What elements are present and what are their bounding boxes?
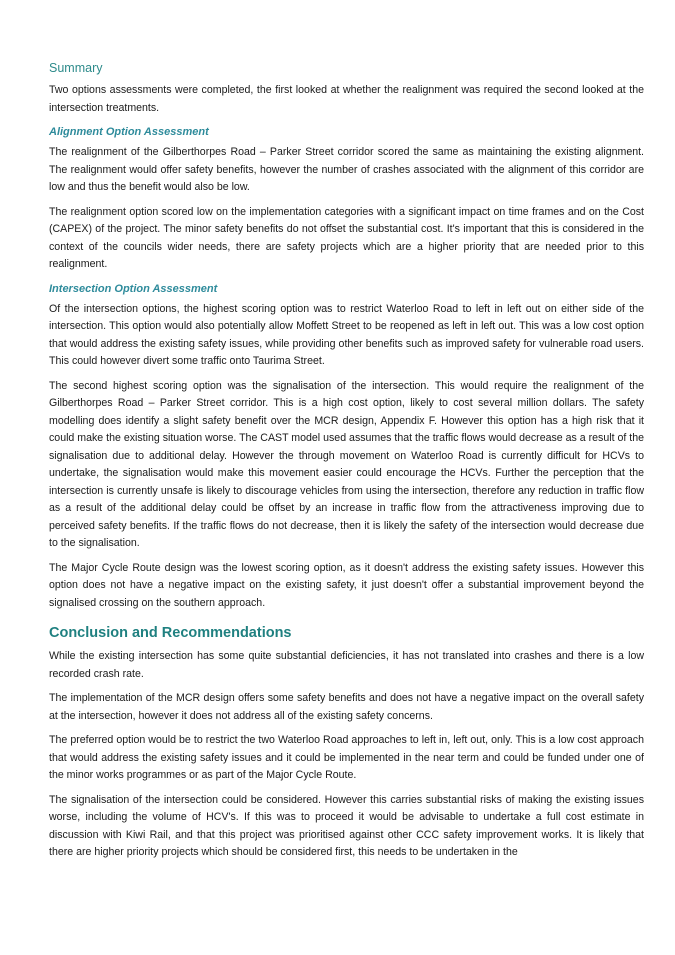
summary-intro: Two options assessments were completed, the first looked at whether the realignment was required the second looked at the intersection treatments.	[49, 84, 644, 114]
alignment-heading: Alignment Option Assessment	[49, 126, 209, 138]
conclusion-paragraph-1: While the existing intersection has some quite substantial deficiencies, it has not translated into crashes and there is a low recorded crash rate.	[49, 650, 644, 680]
document-page	[49, 60, 644, 869]
conclusion-paragraph-4: The signalisation of the intersection could be considered. However this carries substantial risks of making the existing issues worse, including the volume of HCV's. If this was to proceed it would be advisable to undertake a full cost estimate in discussion with Kiwi Rail, and that this project was prioritised against other CCC safety improvement works. It is likely that there are higher priority projects which should be considered first, this needs to be undertaken in the	[49, 793, 644, 858]
intersection-heading: Intersection Option Assessment	[49, 282, 218, 295]
intersection-paragraph-2: The second highest scoring option was the signalisation of the intersection. This would require the realignment of the Gilberthorpes Road – Parker Street corridor. This is a high cost option, likely to cost several million dollars. The safety modelling does identify a slight safety benefit over the MCR design, Appendix F. However this option has a high risk that it could make the existing situation worse. The CAST model used assumes that the traffic flows would decrease as a result of the signalisation due to additional delay. However the through movement on Waterloo Road is currently difficult for HCVs to undertake, the signalisation would make this movement easier could encourage the HCVs. Further the perception that the intersection is currently unsafe is likely to discourage vehicles from using the intersection, therefore any reduction in traffic flow as a result of the additional delay could be offset by an increase in traffic flow from the attractiveness improving due to perceived safety benefits. If the traffic flows do not decrease, then it is likely the safety of the intersection would decrease due to the signalisation.	[49, 379, 644, 549]
intersection-paragraph-1: Of the intersection options, the highest scoring option was to restrict Waterloo Road to left in left out on either side of the intersection. This option would also potentially allow Moffett Street to be reopened as left in left out. This was a low cost option that would address the existing safety issues, while providing other benefits such as improved safety for vulnerable road users. This could however divert some traffic onto Taurima Street.	[49, 302, 644, 367]
conclusion-heading: Conclusion and Recommendations	[49, 625, 292, 641]
alignment-paragraph-2: The realignment option scored low on the implementation categories with a significant impact on time frames and on the Cost (CAPEX) of the project. The minor safety benefits do not offset the substantial cost. It's important that this is considered in the context of the councils wider needs, there are safety projects which are a higher priority that are needed prior to this realignment.	[49, 205, 644, 270]
summary-heading: Summary	[49, 61, 103, 75]
conclusion-paragraph-3: The preferred option would be to restrict the two Waterloo Road approaches to left in, left out, only. This is a low cost approach that would address the existing safety issues and it could be implemented in the near term and could be funded under one of the minor works programmes or as part of the Major Cycle Route.	[49, 734, 644, 781]
conclusion-paragraph-2: The implementation of the MCR design offers some safety benefits and does not have a negative impact on the overall safety at the intersection, however it does not address all of the existing safety concerns.	[49, 692, 644, 722]
alignment-paragraph-1: The realignment of the Gilberthorpes Road – Parker Street corridor scored the same as maintaining the existing alignment. The realignment would offer safety benefits, however the number of crashes associated with the alignment of this corridor are low and thus the benefit would also be low.	[49, 146, 644, 193]
intersection-paragraph-3: The Major Cycle Route design was the lowest scoring option, as it doesn't address the existing safety issues. However this option does not have a negative impact on the existing safety, it just doesn't offer a substantial improvement beyond the signalised crossing on the southern approach.	[49, 561, 644, 609]
